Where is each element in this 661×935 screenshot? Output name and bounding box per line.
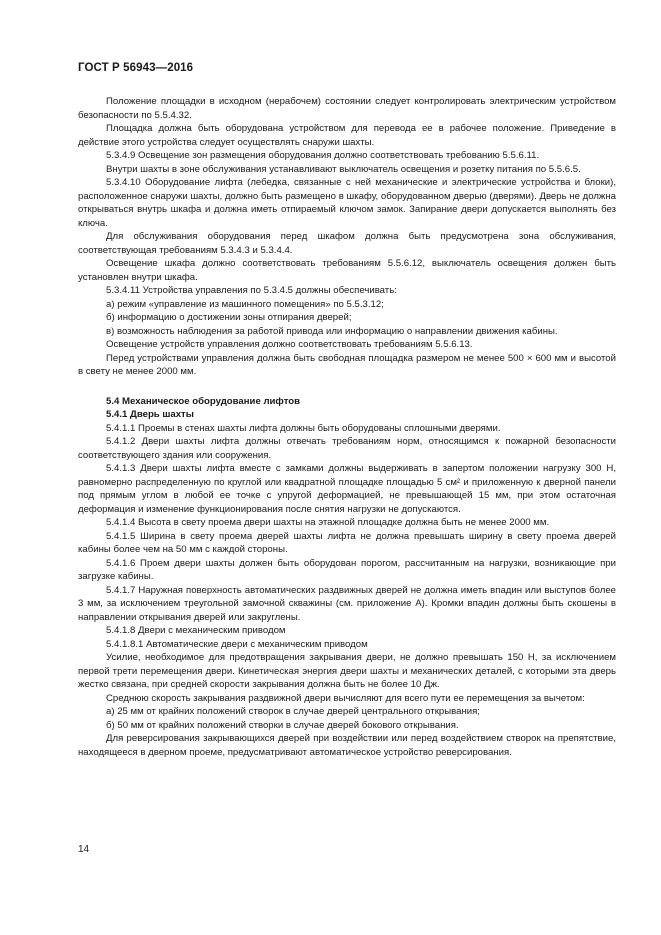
paragraph: Усилие, необходимое для предотвращения закрывания двери, не должно превышать 150 Н, за исключением первой трети перемещения двери. Кинетическая энергия двери шахты и механических деталей, с которыми эта дверь жестко связана, при средней скорости закрывания должна быть не более 10 Дж. [78,652,616,690]
paragraph: 5.3.4.9 Освещение зон размещения оборудования должно соответствовать требованию 5.5.6.11. [106,150,540,161]
list-item: в) возможность наблюдения за работой привода или информацию о направлении движения кабины. [106,325,558,337]
paragraph: 5.4.1.8.1 Автоматические двери с механическим приводом [106,638,368,650]
paragraph: 5.4.1.3 Двери шахты лифта вместе с замками должны выдерживать в запертом положении нагрузку 300 Н, равномерно распределенную по круглой или квадратной площадке площадью 5 см² и приложенную к дверной панели под прямым углом в любой ее точке с упругой деформацией, не превышающей 15 мм, при этом остаточная деформация и изменение функционирования после снятия нагрузки не допускаются. [78,463,616,515]
list-item: б) 50 мм от крайних положений створки в случае дверей бокового открывания. [106,719,459,731]
section-heading: 5.4 Механическое оборудование лифтов [106,395,301,407]
paragraph: Среднюю скорость закрывания раздвижной двери вычисляют для всего пути ее перемещения за вычетом: [106,692,585,704]
paragraph: Для обслуживания оборудования перед шкафом должна быть предусмотрена зона обслуживания, соответствующая требованиям 5.3.4.3 и 5.3.4.4. [78,231,616,256]
paragraph: Положение площадки в исходном (нерабочем) состоянии следует контролировать электрическим устройством безопасности по 5.5.4.32. [78,96,616,121]
paragraph: Площадка должна быть оборудована устройством для перевода ее в рабочее положение. Приведение в действие этого устройства следует осуществлять снаружи шахты. [78,123,616,148]
paragraph: 5.4.1.2 Двери шахты лифта должны отвечать требованиям норм, относящимся к пожарной безопасности соответствующего здания или сооружения. [78,436,616,461]
subsection-heading: 5.4.1 Дверь шахты [106,409,194,420]
standard-header: ГОСТ Р 56943—2016 [78,62,194,74]
paragraph: Для реверсирования закрывающихся дверей при воздействии или перед воздействием створок на препятствие, находящееся в дверном проеме, предусматривают автоматическое устройство реверсирования. [78,733,616,758]
list-item: а) 25 мм от крайних положений створок в случае дверей центрального открывания; [106,706,480,717]
paragraph: 5.4.1.4 Высота в свету проема двери шахты на этажной площадке должна быть не менее 2000 мм. [106,517,550,528]
list-item: а) режим «управление из машинного помещения» по 5.5.3.12; [106,298,384,310]
paragraph: 5.4.1.1 Проемы в стенах шахты лифта должны быть оборудованы сплошными дверями. [106,422,501,434]
paragraph: Освещение устройств управления должно соответствовать требованиям 5.5.6.13. [106,339,473,350]
paragraph: 5.4.1.8 Двери с механическим приводом [106,625,286,636]
paragraph: 5.3.4.11 Устройства управления по 5.3.4.5 должны обеспечивать: [106,285,397,296]
paragraph: 5.4.1.7 Наружная поверхность автоматических раздвижных дверей не должна иметь впадин или выступов более 3 мм, за исключением треугольной замочной скважины (см. приложение А). Кромки впадин должны быть скошены в направлении открывания дверей или закруглены. [78,584,616,623]
paragraph: Внутри шахты в зоне обслуживания устанавливают выключатель освещения и розетку питания по 5.5.6.5. [106,163,581,175]
paragraph: Перед устройствами управления должна быть свободная площадка размером не менее 500 × 600 мм и высотой в свету не менее 2000 мм. [78,352,616,377]
paragraph: Освещение шкафа должно соответствовать требованиям 5.5.6.12, выключатель освещения должен быть установлен внутри шкафа. [78,258,616,283]
page-number: 14 [78,844,90,855]
paragraph: 5.4.1.5 Ширина в свету проема дверей шахты лифта не должна превышать ширину в свету проема дверей кабины более чем на 50 мм с каждой стороны. [78,530,616,555]
paragraph: 5.3.4.10 Оборудование лифта (лебедка, связанные с ней механические и электрические устройства и блоки), расположенное снаружи шахты, должно быть размещено в шкафу, оборудованном дверью (дверями). Дверь не должна открываться внутрь шкафа и должна иметь отпираемый ключом замок. Запирание двери допускается выполнять без ключа. [78,177,616,229]
list-item: б) информацию о достижении зоны отпирания дверей; [106,312,352,323]
paragraph: 5.4.1.6 Проем двери шахты должен быть оборудован порогом, рассчитанным на нагрузки, возникающие при загрузке кабины. [78,557,616,582]
document-body [78,95,616,759]
